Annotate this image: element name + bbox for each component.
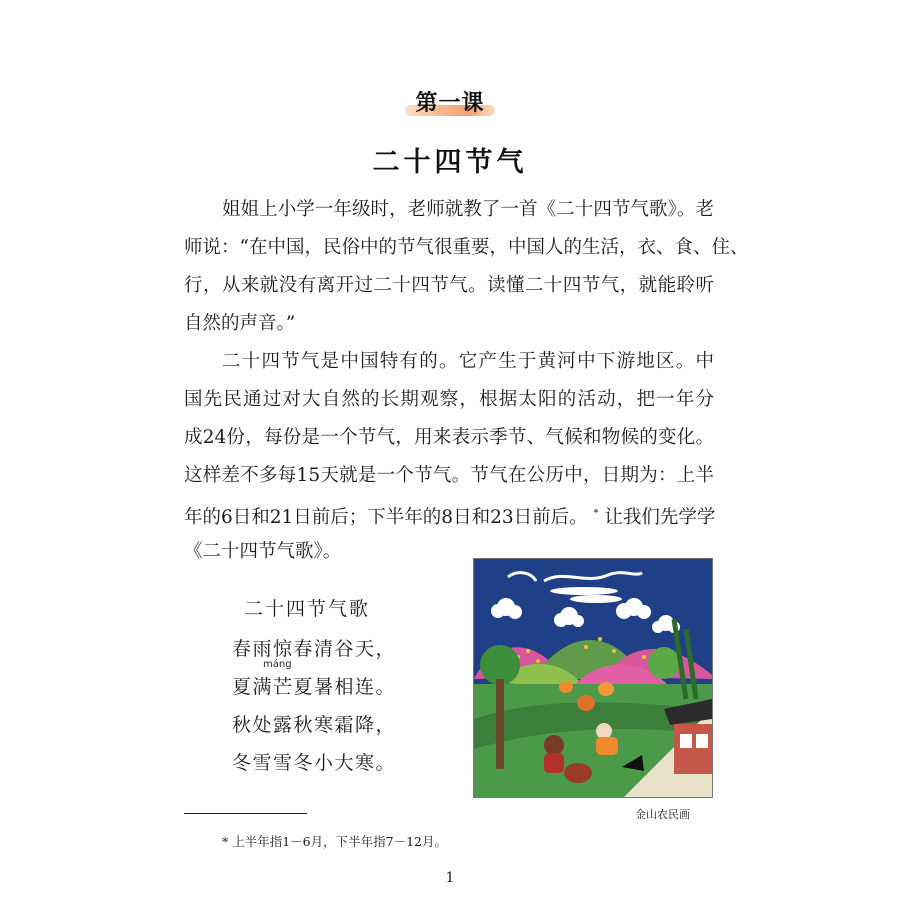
text-line: 师说：“在中国，民俗中的节气很重要，中国人的生活，衣、食、住、 — [184, 237, 749, 258]
folk-painting-illustration — [473, 558, 713, 798]
text-line: 自然的声音。” — [184, 313, 296, 334]
painting-svg — [474, 559, 712, 797]
text-line: 这样差不多每15天就是一个节气。节气在公历中，日期为：上半 — [184, 465, 714, 486]
pinyin-annotation: máng — [263, 659, 292, 670]
page-number: 1 — [445, 870, 455, 886]
footnote: * 上半年指1－6月，下半年指7－12月。 — [222, 834, 447, 849]
text-line: 《二十四节气歌》。 — [184, 541, 342, 562]
illustration-caption: 金山农民画 — [635, 808, 690, 821]
poem-title: 二十四节气歌 — [244, 598, 371, 620]
text-line: 行，从来就没有离开过二十四节气。读懂二十四节气，就能聆听 — [184, 275, 714, 296]
text-line: 二十四节气是中国特有的。它产生于黄河中下游地区。中 — [222, 351, 714, 372]
footnote-marker: * — [593, 508, 599, 519]
poem-line: 秋处露秋寒霜降， — [232, 714, 397, 736]
poem-line: 春雨惊春清谷天， — [232, 638, 397, 660]
text-line — [184, 502, 714, 530]
text-line: 国先民通过对大自然的长期观察，根据太阳的活动，把一年分 — [184, 389, 714, 410]
poem-line: 夏满芒夏暑相连。 — [232, 676, 397, 698]
lesson-heading — [0, 84, 900, 120]
footnote-rule — [184, 813, 307, 814]
lesson-label: 第一课 — [415, 91, 485, 116]
text-line: 成24份，每份是一个节气，用来表示季节、气候和物候的变化。 — [184, 427, 714, 448]
lesson-title: 二十四节气 — [372, 147, 528, 178]
text-fragment: 年的6日和21日前后；下半年的8日和23日前后。 — [184, 507, 588, 529]
text-line: 姐姐上小学一年级时，老师就教了一首《二十四节气歌》。老 — [222, 199, 714, 220]
poem-line: 冬雪雪冬小大寒。 — [232, 752, 397, 774]
text-fragment: 让我们先学学 — [604, 507, 716, 529]
